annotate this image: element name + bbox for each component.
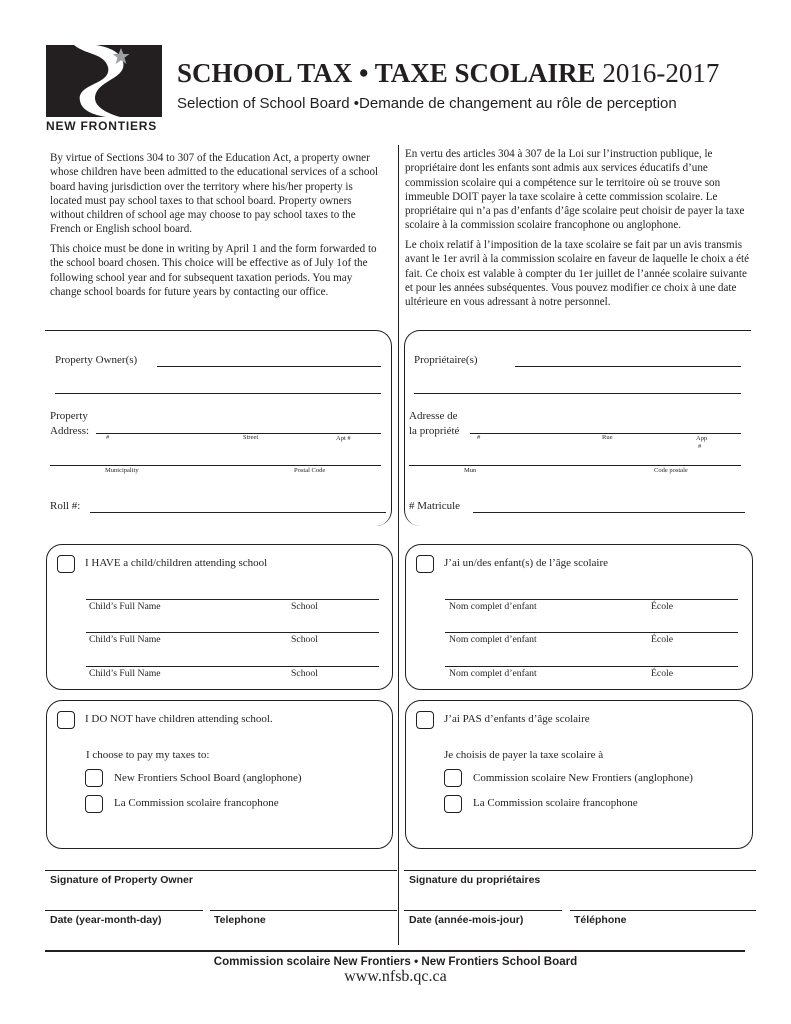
child-school-label-3-fr: École — [651, 668, 674, 679]
owner-field-en[interactable] — [157, 366, 381, 367]
owner-label-en: Property Owner(s) — [55, 354, 138, 366]
option-francophone-checkbox-fr[interactable] — [444, 795, 462, 813]
page-subtitle: Selection of School Board •Demande de changement au rôle de perception — [177, 95, 677, 112]
footer-org: Commission scolaire New Frontiers • New Frontiers School Board — [213, 955, 578, 968]
sub-num-fr: # — [477, 434, 481, 441]
footer-rule — [45, 950, 745, 952]
signature-field-fr[interactable] — [404, 870, 756, 871]
roll-label-en: Roll #: — [50, 500, 81, 512]
child-name-label-1-fr: Nom complet d’enfant — [449, 601, 537, 612]
sub-municipality-en: Municipality — [105, 467, 139, 474]
child-school-label-1-fr: École — [651, 601, 674, 612]
have-children-checkbox-en[interactable] — [57, 555, 75, 573]
option-francophone-checkbox-en[interactable] — [85, 795, 103, 813]
sub-apt-en: Apt # — [336, 435, 351, 442]
signature-label-en: Signature of Property Owner — [50, 874, 193, 886]
municipality-field-fr[interactable] — [409, 465, 741, 466]
child-row-line-2-fr[interactable] — [445, 632, 738, 633]
no-children-label-fr: J’ai PAS d’enfants d’âge scolaire — [444, 713, 590, 725]
have-children-label-fr: J’ai un/des enfant(s) de l’âge scolaire — [444, 557, 609, 569]
sub-street-fr: Rue — [602, 434, 613, 441]
phone-label-en: Telephone — [214, 914, 266, 926]
roll-label-fr: # Matricule — [409, 500, 461, 512]
child-name-label-3-fr: Nom complet d’enfant — [449, 668, 537, 679]
owner-field-fr-2[interactable] — [414, 393, 741, 394]
address-label-en-1: Property — [50, 410, 88, 422]
choose-label-fr: Je choisis de payer la taxe scolaire à — [444, 749, 604, 761]
owner-label-fr: Propriétaire(s) — [414, 354, 478, 366]
phone-field-en[interactable] — [210, 910, 397, 911]
date-label-fr: Date (année-mois-jour) — [409, 914, 524, 926]
sub-municipality-fr: Mun — [464, 467, 477, 474]
address-label-fr-1: Adresse de — [409, 410, 458, 422]
column-divider — [398, 145, 399, 945]
phone-field-fr[interactable] — [570, 910, 756, 911]
child-school-label-2-en: School — [291, 634, 318, 645]
page-title — [177, 56, 719, 90]
child-school-label-1-en: School — [291, 601, 318, 612]
phone-label-fr: Téléphone — [574, 914, 627, 926]
sub-apt-fr-2: # — [698, 443, 702, 450]
municipality-field-en[interactable] — [50, 465, 381, 466]
option-anglophone-checkbox-en[interactable] — [85, 769, 103, 787]
owner-field-en-2[interactable] — [55, 393, 381, 394]
logo-mark — [46, 45, 162, 117]
child-row-line-1-en[interactable] — [86, 599, 379, 600]
option-anglophone-label-fr: Commission scolaire New Frontiers (anglophone) — [473, 772, 693, 784]
roll-field-en[interactable] — [90, 512, 386, 513]
child-row-line-3-en[interactable] — [86, 666, 379, 667]
child-school-label-2-fr: École — [651, 634, 674, 645]
signature-field-en[interactable] — [45, 870, 397, 871]
intro-fr-p1: En vertu des articles 304 à 307 de la Loi sur l’instruction publique, le propriétaire dont les enfants sont admis aux services éducatifs d’une commission scolaire qui a compétence sur le territoire où se trouve son immeuble DOIT payer la taxe scolaire à cette commission scolaire. Le propriétaire qui n’a pas d’enfants d’âge scolaire peut choisir de payer la taxe scolaire à la commission scolaire francophone ou anglophone. — [405, 148, 745, 232]
title-year: 2016-2017 — [602, 58, 720, 88]
sub-num-en: # — [106, 434, 110, 441]
no-children-checkbox-fr[interactable] — [416, 711, 434, 729]
child-name-label-1-en: Child’s Full Name — [89, 601, 161, 612]
option-francophone-label-fr: La Commission scolaire francophone — [473, 797, 638, 809]
address-field-en[interactable] — [96, 433, 381, 434]
no-children-label-en: I DO NOT have children attending school. — [85, 713, 273, 725]
child-name-label-3-en: Child’s Full Name — [89, 668, 161, 679]
no-children-checkbox-en[interactable] — [57, 711, 75, 729]
address-label-fr-2: la propriété — [409, 425, 460, 437]
date-field-en[interactable] — [45, 910, 203, 911]
intro-en-p1: By virtue of Sections 304 to 307 of the Education Act, a property owner whose children have been admitted to the educational services of a school board having jurisdiction over the territory where his/her property is located must pay school taxes to that school board. Property owners without children of school age may choose to pay school taxes to the French or English school board. — [50, 152, 379, 236]
intro-en-p2: This choice must be done in writing by April 1 and the form forwarded to the school board chosen. This choice will be effective as of July 1of the following school year and for subsequent taxation periods. You may change school boards for future years by contacting our office. — [50, 243, 377, 298]
date-label-en: Date (year-month-day) — [50, 914, 162, 926]
option-anglophone-label-en: New Frontiers School Board (anglophone) — [114, 772, 302, 784]
owner-field-fr[interactable] — [515, 366, 741, 367]
sub-postal-en: Postal Code — [294, 467, 326, 474]
sub-apt-fr-1: App — [696, 435, 708, 442]
child-row-line-1-fr[interactable] — [445, 599, 738, 600]
child-row-line-2-en[interactable] — [86, 632, 379, 633]
option-francophone-label-en: La Commission scolaire francophone — [114, 797, 279, 809]
child-name-label-2-en: Child’s Full Name — [89, 634, 161, 645]
signature-label-fr: Signature du propriétaires — [409, 874, 541, 886]
have-children-checkbox-fr[interactable] — [416, 555, 434, 573]
logo-text: NEW FRONTIERS — [46, 119, 158, 133]
footer-url[interactable]: www.nfsb.qc.ca — [344, 968, 447, 985]
sub-postal-fr: Code postale — [654, 467, 688, 474]
sub-street-en: Street — [243, 434, 259, 441]
child-row-line-3-fr[interactable] — [445, 666, 738, 667]
intro-fr-p2: Le choix relatif à l’imposition de la taxe scolaire se fait par un avis transmis avant le 1er avril à la commission scolaire en faveur de laquelle le choix a été fait. Ce choix est valable à compter du 1er juillet de l’année scolaire suivante et pour les années subséquentes. Vous pouvez modifier ce choix à une date ultérieure en vous adressant à notre personnel. — [405, 239, 750, 309]
address-label-en-2: Address: — [50, 425, 90, 437]
child-name-label-2-fr: Nom complet d’enfant — [449, 634, 537, 645]
logo — [46, 45, 164, 132]
child-school-label-3-en: School — [291, 668, 318, 679]
date-field-fr[interactable] — [404, 910, 562, 911]
have-children-label-en: I HAVE a child/children attending school — [85, 557, 268, 569]
title-bold: SCHOOL TAX • TAXE SCOLAIRE — [177, 58, 596, 88]
roll-field-fr[interactable] — [473, 512, 745, 513]
choose-label-en: I choose to pay my taxes to: — [86, 749, 210, 761]
option-anglophone-checkbox-fr[interactable] — [444, 769, 462, 787]
